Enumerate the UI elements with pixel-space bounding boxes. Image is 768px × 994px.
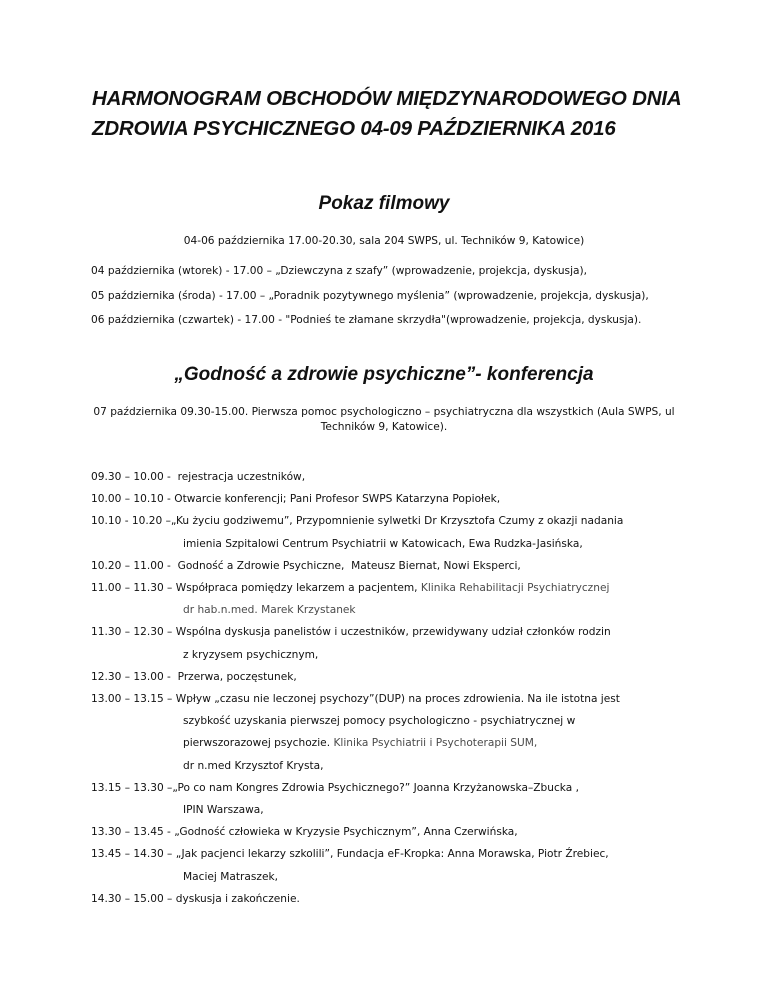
document-title-line-2: ZDROWIA PSYCHICZNEGO 04-09 PAŹDZIERNIKA 2016 (92, 117, 616, 140)
schedule-text: 10.10 - 10.20 –„Ku życiu godziwemu”, Przypomnienie sylwetki Dr Krzysztofa Czumy z okazji nadania (91, 515, 624, 528)
schedule-item (91, 847, 609, 861)
schedule-text: 10.20 – 11.00 - Godność a Zdrowie Psychiczne, Mateusz Biernat, Nowi Eksperci, (91, 559, 521, 572)
schedule-affiliation: dr hab.n.med. Marek Krzystanek (183, 604, 356, 617)
schedule-text: szybkość uzyskania pierwszej pomocy psychologiczno - psychiatrycznej w (183, 715, 576, 728)
schedule-text: 14.30 – 15.00 – dyskusja i zakończenie. (91, 892, 300, 905)
schedule-item (91, 692, 620, 706)
schedule-line-continuation (183, 870, 278, 884)
schedule-item (91, 581, 609, 595)
schedule-affiliation: Klinika Psychiatrii i Psychoterapii SUM, (333, 737, 538, 750)
film-section-heading: Pokaz filmowy (318, 193, 450, 214)
film-item: 05 października (środa) - 17.00 – „Poradnik pozytywnego myślenia” (wprowadzenie, projekcja, dyskusja), (91, 289, 649, 302)
schedule-text: 13.15 – 13.30 –„Po co nam Kongres Zdrowia Psychicznego?” Joanna Krzyżanowska–Zbucka , (91, 781, 579, 794)
schedule-text: IPIN Warszawa, (183, 804, 264, 816)
schedule-item (91, 781, 579, 795)
schedule-text: 13.00 – 13.15 – Wpływ „czasu nie leczonej psychozy”(DUP) na proces zdrowienia. Na ile istotna jest (91, 693, 620, 705)
schedule-item (91, 514, 623, 528)
schedule-text: imienia Szpitalowi Centrum Psychiatrii w Katowicach, Ewa Rudzka-Jasińska, (183, 537, 583, 550)
schedule-text: 10.00 – 10.10 - Otwarcie konferencji; Pani Profesor SWPS Katarzyna Popiołek, (91, 493, 501, 506)
schedule-text: Maciej Matraszek, (183, 870, 278, 883)
schedule-text: 12.30 – 13.00 - Przerwa, poczęstunek, (91, 670, 297, 683)
schedule-text: 11.30 – 12.30 – Wspólna dyskusja panelistów i uczestników, przewidywany udział członków rodzin (91, 626, 611, 639)
schedule-text: z kryzysem psychicznym, (183, 648, 319, 661)
schedule-text: 13.30 – 13.45 - „Godność człowieka w Kryzysie Psychicznym”, Anna Czerwińska, (91, 826, 518, 839)
schedule-text: 09.30 – 10.00 - rejestracja uczestników, (91, 471, 306, 483)
film-info: 04-06 października 17.00-20.30, sala 204 SWPS, ul. Techników 9, Katowice) (183, 235, 585, 247)
schedule-line-continuation (183, 736, 537, 750)
schedule-line-continuation (183, 759, 324, 773)
schedule-item (91, 825, 518, 839)
schedule-text: 13.45 – 14.30 – „Jak pacjenci lekarzy szkolili”, Fundacja eF-Kropka: Anna Morawska, Piotr Źrebiec, (91, 848, 609, 861)
schedule-item (91, 559, 521, 573)
film-item: 04 października (wtorek) - 17.00 – „Dziewczyna z szafy” (wprowadzenie, projekcja, dyskusja), (91, 265, 588, 277)
conference-section-heading: „Godność a zdrowie psychiczne”- konferencja (174, 364, 594, 385)
schedule-item (91, 892, 300, 906)
conference-info-line-2: Techników 9, Katowice). (320, 421, 448, 433)
schedule-affiliation: Klinika Rehabilitacji Psychiatrycznej (420, 582, 610, 594)
schedule-text: pierwszorazowej psychozie. (183, 737, 334, 750)
schedule-item (91, 492, 500, 506)
schedule-text: 11.00 – 11.30 – Współpraca pomiędzy lekarzem a pacjentem, (91, 582, 421, 594)
document-title-line-1: HARMONOGRAM OBCHODÓW MIĘDZYNARODOWEGO DNIA (92, 87, 682, 110)
schedule-line-continuation (183, 803, 264, 817)
schedule-item (91, 670, 297, 684)
schedule-line-continuation (183, 537, 583, 551)
schedule-text: dr n.med Krzysztof Krysta, (183, 759, 324, 772)
schedule-line-continuation (183, 648, 318, 662)
schedule-line-continuation (183, 714, 575, 728)
schedule-item (91, 625, 611, 639)
schedule-item (91, 470, 305, 484)
schedule-line-continuation (183, 603, 356, 617)
conference-info-line-1: 07 października 09.30-15.00. Pierwsza pomoc psychologiczno – psychiatryczna dla wszystkich (Aula SWPS, ul (93, 406, 675, 418)
film-item: 06 października (czwartek) - 17.00 - "Podnieś te złamane skrzydła"(wprowadzenie, projekcja, dyskusja). (91, 314, 642, 326)
